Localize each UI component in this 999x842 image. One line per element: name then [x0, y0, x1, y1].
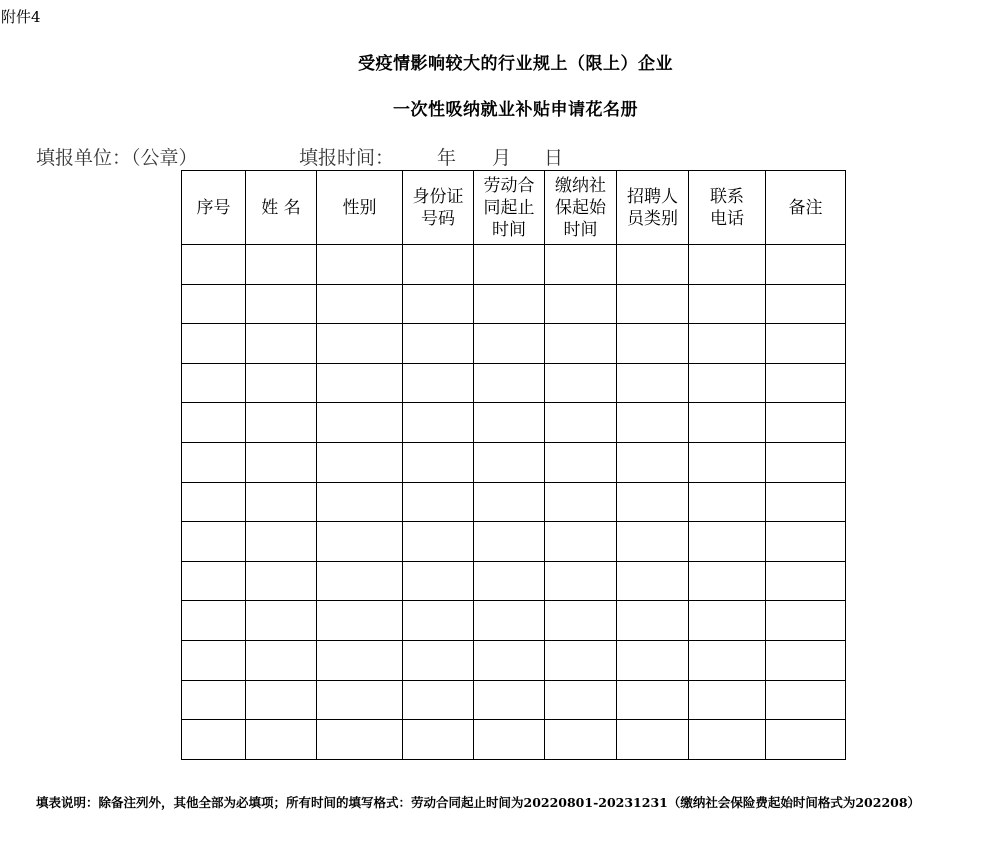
header-text-line: 员类别	[627, 208, 678, 229]
table-cell[interactable]	[545, 363, 617, 403]
table-cell[interactable]	[766, 680, 846, 720]
table-cell[interactable]	[545, 284, 617, 324]
table-cell[interactable]	[182, 680, 246, 720]
table-cell[interactable]	[403, 284, 474, 324]
table-cell[interactable]	[317, 284, 403, 324]
table-cell[interactable]	[317, 601, 403, 641]
table-cell[interactable]	[182, 601, 246, 641]
table-cell[interactable]	[545, 403, 617, 443]
document-title-line-1: 受疫情影响较大的行业规上（限上）企业	[358, 54, 673, 74]
table-cell[interactable]	[317, 442, 403, 482]
table-cell[interactable]	[474, 324, 545, 364]
header-text-line: 时间	[563, 219, 598, 240]
table-cell[interactable]	[689, 680, 766, 720]
table-cell[interactable]	[246, 324, 317, 364]
table-cell[interactable]	[766, 324, 846, 364]
table-cell[interactable]	[246, 403, 317, 443]
table-cell[interactable]	[766, 245, 846, 285]
table-cell[interactable]	[689, 522, 766, 562]
table-cell[interactable]	[766, 403, 846, 443]
table-cell[interactable]	[689, 324, 766, 364]
table-cell[interactable]	[689, 720, 766, 760]
table-cell[interactable]	[317, 680, 403, 720]
header-text-line: 序号	[196, 197, 231, 218]
table-cell[interactable]	[403, 363, 474, 403]
fill-time-label: 填报时间：	[299, 147, 395, 169]
header-remarks	[766, 171, 846, 245]
table-cell[interactable]	[545, 482, 617, 522]
header-text-line: 身份证	[412, 186, 464, 207]
fill-month-label: 月	[492, 147, 512, 169]
header-text-line: 电话	[710, 208, 744, 229]
table-cell[interactable]	[317, 482, 403, 522]
roster-table	[181, 170, 846, 760]
table-cell[interactable]	[617, 324, 689, 364]
table-cell[interactable]	[766, 640, 846, 680]
table-cell[interactable]	[403, 403, 474, 443]
table-cell[interactable]	[766, 720, 846, 760]
table-header-row	[182, 171, 846, 245]
table-cell[interactable]	[474, 403, 545, 443]
table-cell[interactable]	[317, 245, 403, 285]
table-cell[interactable]	[182, 640, 246, 680]
table-cell[interactable]	[403, 442, 474, 482]
table-cell[interactable]	[317, 640, 403, 680]
header-name	[246, 171, 317, 245]
table-cell[interactable]	[182, 522, 246, 562]
table-cell[interactable]	[766, 561, 846, 601]
table-cell[interactable]	[182, 561, 246, 601]
table-cell[interactable]	[403, 522, 474, 562]
table-row	[182, 720, 846, 760]
header-index	[182, 171, 246, 245]
table-cell[interactable]	[545, 640, 617, 680]
table-row	[182, 324, 846, 364]
table-cell[interactable]	[474, 601, 545, 641]
header-text-line: 保起始	[555, 197, 606, 218]
table-row	[182, 640, 846, 680]
table-cell[interactable]	[246, 561, 317, 601]
table-cell[interactable]	[689, 482, 766, 522]
table-cell[interactable]	[766, 482, 846, 522]
table-row	[182, 482, 846, 522]
header-id-number	[403, 171, 474, 245]
header-text-line: 劳动合	[483, 175, 535, 196]
table-cell[interactable]	[246, 522, 317, 562]
table-cell[interactable]	[689, 245, 766, 285]
table-cell[interactable]	[317, 324, 403, 364]
table-cell[interactable]	[182, 720, 246, 760]
table-cell[interactable]	[766, 284, 846, 324]
header-phone	[689, 171, 766, 245]
table-cell[interactable]	[246, 284, 317, 324]
table-cell[interactable]	[246, 442, 317, 482]
table-cell[interactable]	[617, 442, 689, 482]
table-cell[interactable]	[182, 482, 246, 522]
table-cell[interactable]	[182, 363, 246, 403]
table-cell[interactable]	[617, 561, 689, 601]
header-text-line: 联系	[710, 186, 744, 207]
table-cell[interactable]	[474, 720, 545, 760]
table-cell[interactable]	[182, 245, 246, 285]
table-cell[interactable]	[403, 640, 474, 680]
table-cell[interactable]	[182, 284, 246, 324]
table-cell[interactable]	[317, 720, 403, 760]
table-body	[182, 245, 846, 760]
table-cell[interactable]	[617, 284, 689, 324]
header-text-line: 时间	[492, 219, 526, 240]
table-cell[interactable]	[689, 284, 766, 324]
table-cell[interactable]	[474, 561, 545, 601]
table-cell[interactable]	[182, 324, 246, 364]
table-cell[interactable]	[545, 720, 617, 760]
table-cell[interactable]	[246, 601, 317, 641]
table-cell[interactable]	[317, 403, 403, 443]
table-cell[interactable]	[474, 245, 545, 285]
table-cell[interactable]	[403, 680, 474, 720]
table-cell[interactable]	[545, 324, 617, 364]
table-cell[interactable]	[474, 363, 545, 403]
header-contract-period	[474, 171, 545, 245]
table-cell[interactable]	[545, 680, 617, 720]
fill-year-label: 年	[437, 147, 457, 169]
header-text-line: 性别	[342, 197, 377, 218]
table-cell[interactable]	[403, 561, 474, 601]
table-cell[interactable]	[617, 522, 689, 562]
table-cell[interactable]	[766, 442, 846, 482]
table-cell[interactable]	[689, 601, 766, 641]
table-cell[interactable]	[474, 522, 545, 562]
table-cell[interactable]	[317, 561, 403, 601]
table-cell[interactable]	[545, 522, 617, 562]
table-cell[interactable]	[617, 482, 689, 522]
table-row	[182, 561, 846, 601]
table-cell[interactable]	[317, 522, 403, 562]
header-text-line: 缴纳社	[555, 175, 606, 196]
table-cell[interactable]	[246, 720, 317, 760]
table-cell[interactable]	[246, 680, 317, 720]
table-cell[interactable]	[474, 640, 545, 680]
table-cell[interactable]	[182, 442, 246, 482]
table-row	[182, 403, 846, 443]
table-cell[interactable]	[545, 601, 617, 641]
table-cell[interactable]	[246, 640, 317, 680]
header-gender	[317, 171, 403, 245]
table-cell[interactable]	[617, 680, 689, 720]
table-row	[182, 363, 846, 403]
table-cell[interactable]	[766, 522, 846, 562]
table-cell[interactable]	[403, 601, 474, 641]
table-row	[182, 522, 846, 562]
header-text-line: 号码	[421, 208, 455, 229]
table-cell[interactable]	[246, 363, 317, 403]
table-cell[interactable]	[617, 403, 689, 443]
table-cell[interactable]	[474, 284, 545, 324]
table-cell[interactable]	[474, 442, 545, 482]
table-cell[interactable]	[246, 482, 317, 522]
header-text-line: 招聘人	[627, 186, 678, 207]
table-cell[interactable]	[617, 720, 689, 760]
table-cell[interactable]	[689, 403, 766, 443]
table-cell[interactable]	[403, 324, 474, 364]
table-cell[interactable]	[545, 561, 617, 601]
table-cell[interactable]	[474, 680, 545, 720]
table-cell[interactable]	[545, 442, 617, 482]
table-row	[182, 442, 846, 482]
document-title-line-2: 一次性吸纳就业补贴申请花名册	[393, 100, 638, 120]
table-cell[interactable]	[617, 245, 689, 285]
table-cell[interactable]	[246, 245, 317, 285]
table-cell[interactable]	[766, 601, 846, 641]
attachment-label: 附件4	[1, 8, 41, 26]
table-cell[interactable]	[689, 363, 766, 403]
header-text-line: 姓 名	[261, 197, 301, 218]
table-cell[interactable]	[689, 442, 766, 482]
table-cell[interactable]	[689, 640, 766, 680]
table-row	[182, 284, 846, 324]
table-cell[interactable]	[182, 403, 246, 443]
header-social-insurance-start	[545, 171, 617, 245]
table-cell[interactable]	[617, 640, 689, 680]
fill-day-label: 日	[544, 147, 564, 169]
fill-unit-label: 填报单位：（公章）	[36, 147, 198, 169]
table-row	[182, 680, 846, 720]
table-cell[interactable]	[545, 245, 617, 285]
table-cell[interactable]	[689, 561, 766, 601]
fill-instructions: 填表说明：除备注列外，其他全部为必填项；所有时间的填写格式：劳动合同起止时间为20220801-20231231（缴纳社会保险费起始时间格式为202208）	[36, 795, 921, 810]
header-text-line: 备注	[788, 197, 823, 218]
table-cell[interactable]	[403, 245, 474, 285]
table-cell[interactable]	[317, 363, 403, 403]
table-cell[interactable]	[403, 482, 474, 522]
table-row	[182, 601, 846, 641]
header-text-line: 同起止	[483, 197, 535, 218]
table-cell[interactable]	[403, 720, 474, 760]
table-cell[interactable]	[617, 363, 689, 403]
table-row	[182, 245, 846, 285]
header-recruit-category	[617, 171, 689, 245]
table-cell[interactable]	[474, 482, 545, 522]
table-cell[interactable]	[766, 363, 846, 403]
table-cell[interactable]	[617, 601, 689, 641]
